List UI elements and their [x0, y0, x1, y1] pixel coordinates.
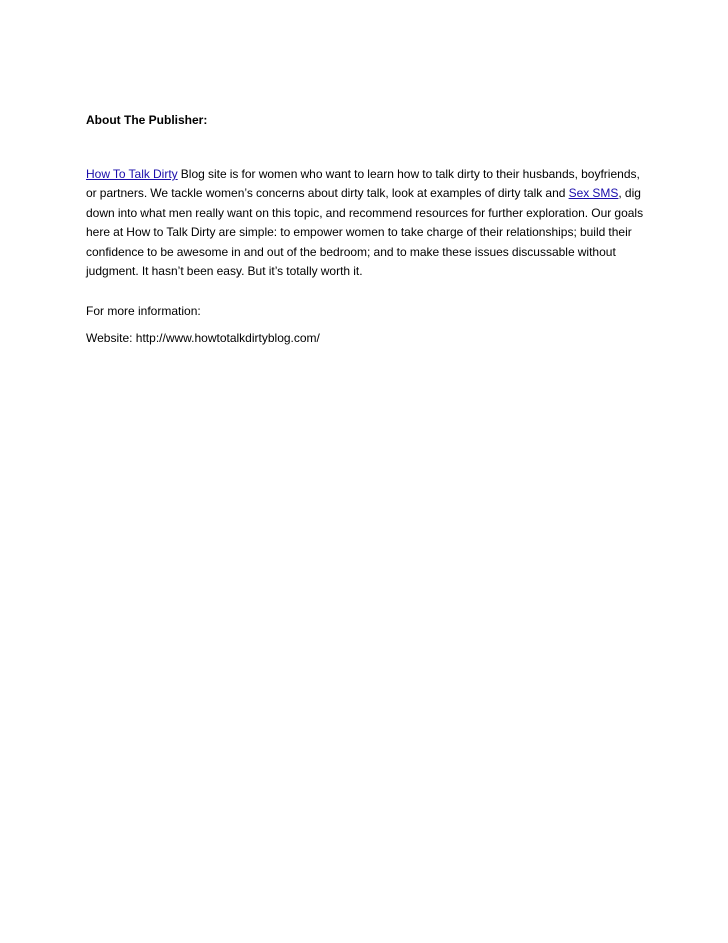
paragraph-line-2 — [86, 184, 646, 203]
sex-sms-link[interactable]: Sex SMS — [568, 186, 619, 201]
how-to-talk-dirty-link[interactable]: How To Talk Dirty — [86, 167, 178, 181]
paragraph-text: Blog site is for women who want to learn how to talk dirty to their husbands, boyfriends, — [177, 167, 640, 181]
paragraph-line-3: down into what men really want on this topic, and recommend resources for further exploration. Our goals — [86, 205, 644, 220]
more-information-label: For more information: — [86, 304, 201, 318]
publisher-paragraph — [86, 165, 646, 281]
paragraph-line-4: here at How to Talk Dirty are simple: to empower women to take charge of their relationships; build their — [86, 225, 632, 240]
paragraph-line-1 — [86, 165, 646, 184]
paragraph-line-5: confidence to be awesome in and out of the bedroom; and to make these issues discussable without — [86, 244, 616, 259]
paragraph-text: , dig — [618, 186, 641, 201]
section-heading: About The Publisher: — [86, 113, 208, 127]
paragraph-text: or partners. We tackle women’s concerns about dirty talk, look at examples of dirty talk and — [86, 186, 569, 201]
website-line: Website: http://www.howtotalkdirtyblog.com/ — [86, 331, 320, 345]
paragraph-line-6: judgment. It hasn’t been easy. But it’s totally worth it. — [86, 264, 363, 279]
